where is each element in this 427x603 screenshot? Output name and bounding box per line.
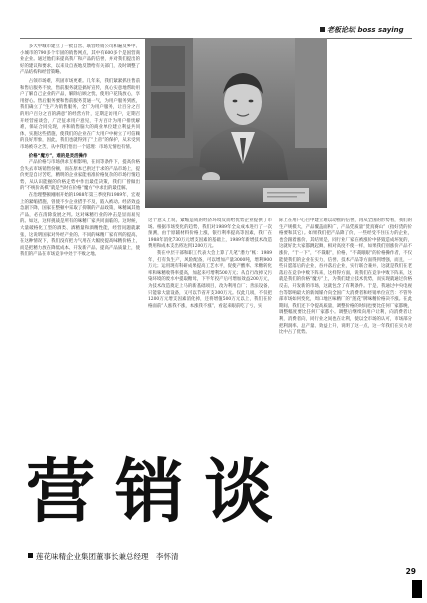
article-column-3 (279, 218, 412, 598)
paragraph: 产品价格与市场供求互相影响，在同等条件下，提高价格会失去市场销售份额，而在原本已供过于求的产品市场上，提价更是自讨苦吃，精明的企业家能看准价格复杂的市场行情趋势，从认识能握的价格走势中作出最佳决策，我们厂曾做出的“不统价高棋”就是当时在价格“魔方”中求出的最佳解。 (20, 160, 140, 192)
byline-text: 莲花味精企业集团董事长兼总经理 李怀清 (36, 552, 179, 561)
page-number: 29 (405, 567, 416, 576)
section-header (320, 25, 416, 39)
section-name-en: boss saying (357, 26, 404, 34)
paragraph: 在治理整顿刚刚开始的1988年第三季度和1989年，宏观上的紧缩措施，曾使不少企业措手不及，陷入被动。经济效益急剧下降，国家在整顿中采取了抑制的产品政策，味精属其他产品，必在清除发展之列。这对味精行业的冲击是显而易见的。如这，这样挑战是所有的味精厂家共同面临的。这时候，大量破格化工型的酒类、酒精量和酒精性能，经营问题就紧张，这说明国家对外经产业的、不同的味精厂家有所的提高。在这种情况下，我们没有把力气用在大幅度提高味精价格上，而是把精力放在降低成本、开发新产品、提高产品质量上，使我们的产品在市场竞争中处于不败之地。 (20, 193, 140, 258)
paragraph: 这个意义上说，紧缩造成的经济环境反而给优势企业提供了市场。根据市场变化的趋势，我们对1989年全众成本进行了一次预测，由于原辅材料价格上涨，银行利率提高等因素，我厂在1988年消化730万元增支因素的基础上，1989年新增技术改造费用和成本支出将达到1200万元。 (148, 218, 272, 250)
section-name-cn: 老板论坛 (327, 26, 355, 34)
subheading: 价格“魔方”，难的是灵活操作 (28, 153, 88, 159)
paragraph: 我在中层干部和职工代表大会上算了几笔“潜力”帐：1989年，打有负生产，风险配备，可以增加产量3000吨，增利900万元；运用现有科研成果提高工艺水平，促使产酸率、米糖转化率和味精收得率提高，加起来可增利500万元；从自行改掉又污染环境的废水中提取糖母，下半年投产后可增加效益200万元，为技术改造奠定上马的新基础项目，改为利用自厂；善法设备，只能靠大量设备，又可以节省开支300万元。仅此几项，不仅把1200万元增支因素消化掉，还将增值500万元以上，我们在价格面前“人涨我不涨，本涨我不涨”，看起来眼前吃了亏，实 (148, 250, 272, 309)
article-column-2 (148, 218, 272, 410)
article-title: 营销谈 (26, 452, 293, 532)
portrait-image (145, 38, 327, 208)
author-portrait-photo (145, 38, 327, 208)
author-byline (28, 551, 288, 563)
paragraph: 际上在用户心目中建立难以动摇的信誉，再从全国的形势看，我们的生产规模大，产品覆盖面积广，产品凭质量“货真赛山”（指好货的价格要和其它）。如果我们把产品降了价，一些经受不住压力的企业，也会跟着涨价，其结果是，同行业厂家在被涨价中挤毁造成坏复的，这就好比大家都跳起舞，相对高度不使一样，如果我们别涨价产品不涨价，“于一下”，“不裁眼”，价格，“不裁眼眼”的价格操作者，不仅能使我们的企业在实力，信誉、技术产品等方面得到增强，而且，一些日愿落后的企业，吞并落后企业，实行联合兼并，这就是我们在老落后在竞争中败下阵来，这样得方面，说我们在竞争中败下阵来，这就是我们的价格“魔方”上，为我们建立技术优势，而实现就通过价格反击，开发新的市场，这就包含了有利条件。于是，我通过中央电视台等影响最大的新闻媒介向全国广大消费者和经销单位宣告：不管外部市场如何变化，周口地区味精厂的“莲花”牌味精价格决不涨。在此期间，我们还下令提高质量，调整价格的时间也要比任何厂家都晚，调整幅度要比任何厂家都小。调整后继续向用户让利，向消费者让利，消费者向，同行业之间也在让利，使以全市场的认可，市场部分把利润率、总产量、效益上升，说明了这一点，这一年我们在实力对比中占了优势。 (279, 218, 412, 336)
corner-mark (412, 580, 422, 598)
square-bullet-icon (320, 27, 325, 32)
square-bullet-icon (28, 553, 33, 558)
paragraph: 占领市场难，巩固市场更难。几年来，我们紧紧抓住售前和售后服务不放，售前服务就是搞好宣传，真心实意地帮助用户了解自己企业的产品，解除后顾之忧，使用户花钱放心，享用舒心。售后服务要和售前服务贯通一气，为用户服务到底，我们确立了“生产为销售服务，全厂为用户服务，让百分之百的用户百分之百的满意”的经营方针，定期走访用户，定期召开经营座谈会，广泛征求用户意见，千方百计为用户排忧解难，保证合同兑现，并和销售脑大的商业单位建立利益共同体，实施这些措施，使我们的企业在广大用户中树立了可信赖的良好形象，因此，我们也就得到了“上帝”的保护，从未受到市场被夺之苦，从中我们悟出一个道理：市场无情也有情。 (20, 78, 140, 150)
paragraph: 多大中城市建立了一批自营、联营经销公司和遍及乡中、小城市的790多个牢固的销售网点，其中有600多个是国营商业企业。通过他们来提高我厂和产品的信誉，并对我们提出的好的建议和要求，以来及自查地反馈给有关部门，及时调整了产品结构和经营策略。 (20, 44, 140, 76)
